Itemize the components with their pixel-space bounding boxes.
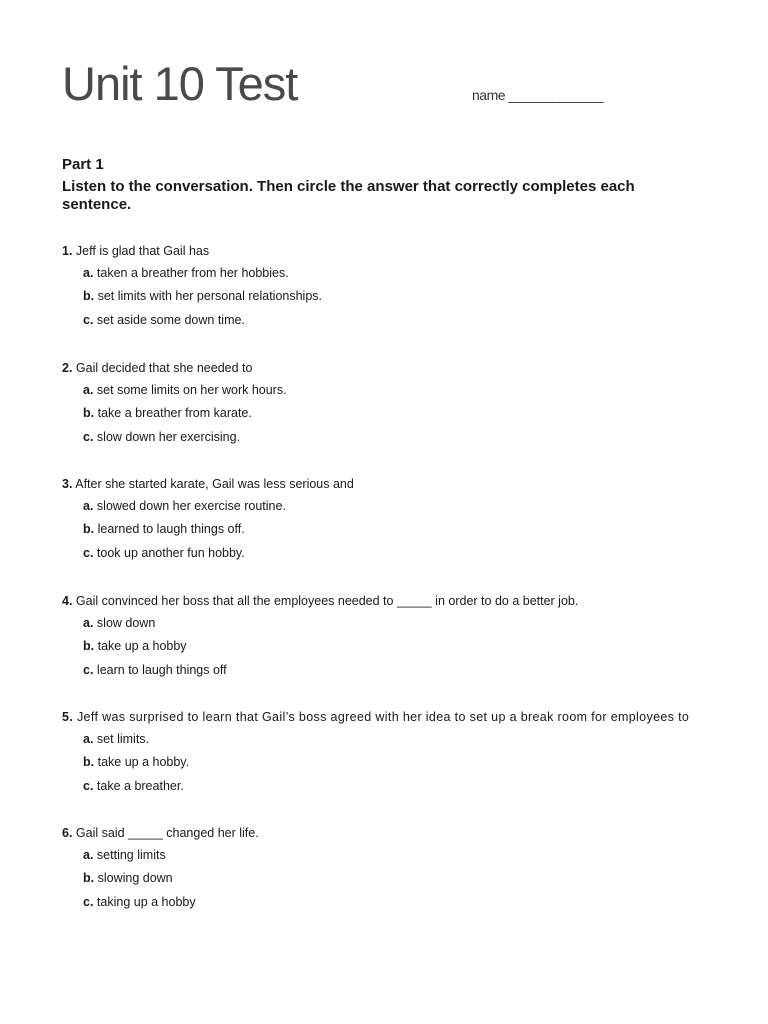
option-text: setting limits: [96, 848, 166, 862]
question-number: 3.: [62, 477, 73, 491]
question-text: Jeff is glad that Gail has: [75, 244, 210, 258]
option-letter: c.: [83, 662, 94, 677]
question-stem: [62, 242, 722, 260]
question-6: [62, 824, 722, 914]
option-letter: b.: [83, 522, 95, 537]
option-text: take up a hobby: [97, 639, 187, 654]
answer-options: [62, 495, 722, 565]
answer-options: [62, 844, 722, 914]
answer-option-b[interactable]: [83, 867, 722, 890]
question-2: [62, 359, 722, 449]
option-letter: c.: [83, 545, 94, 560]
question-text: After she started karate, Gail was less serious and: [75, 477, 354, 491]
question-1: [62, 242, 722, 332]
option-letter: b.: [83, 289, 95, 304]
answer-option-c[interactable]: [83, 309, 722, 332]
answer-option-a[interactable]: [83, 262, 722, 285]
option-text: slow down her exercising.: [96, 429, 241, 444]
name-field: name _____________: [472, 87, 604, 103]
answer-option-b[interactable]: [83, 285, 722, 308]
question-5: [62, 708, 722, 798]
answer-option-c[interactable]: [83, 891, 722, 914]
option-text: taken a breather from her hobbies.: [96, 266, 289, 280]
option-text: took up another fun hobby.: [96, 545, 245, 560]
question-number: 2.: [62, 361, 73, 375]
option-text: taking up a hobby: [96, 894, 196, 909]
question-text: Gail decided that she needed to: [75, 361, 253, 375]
instructions: Listen to the conversation. Then circle the answer that correctly completes each sentence.: [62, 178, 635, 213]
option-text: set aside some down time.: [96, 312, 245, 327]
option-letter: a.: [83, 266, 94, 280]
question-text: Gail said _____ changed her life.: [75, 826, 259, 840]
answer-option-a[interactable]: [83, 728, 722, 751]
answer-options: [62, 379, 722, 449]
option-letter: b.: [83, 639, 95, 654]
question-number: 5.: [62, 710, 74, 724]
answer-option-b[interactable]: [83, 751, 722, 774]
answer-option-a[interactable]: [83, 612, 722, 635]
option-text: slowed down her exercise routine.: [96, 499, 286, 513]
option-letter: b.: [83, 406, 95, 421]
question-stem: [62, 592, 722, 610]
option-text: slow down: [96, 616, 156, 630]
question-text: Gail convinced her boss that all the employees needed to _____ in order to do a better job.: [75, 594, 579, 608]
answer-option-a[interactable]: [83, 495, 722, 518]
option-letter: b.: [83, 871, 95, 886]
option-letter: c.: [83, 778, 94, 793]
answer-options: [62, 612, 722, 682]
answer-option-b[interactable]: [83, 518, 722, 541]
question-number: 1.: [62, 244, 73, 258]
answer-option-c[interactable]: [83, 426, 722, 449]
answer-option-c[interactable]: [83, 542, 722, 565]
option-text: take a breather from karate.: [97, 406, 252, 421]
option-text: slowing down: [97, 871, 173, 886]
option-letter: a.: [83, 616, 94, 630]
question-4: [62, 592, 722, 682]
question-stem: [62, 475, 722, 493]
question-stem: [62, 824, 722, 842]
answer-option-b[interactable]: [83, 635, 722, 658]
option-letter: a.: [83, 499, 94, 513]
option-text: set limits.: [96, 732, 150, 746]
option-text: take up a hobby.: [97, 755, 190, 770]
option-letter: c.: [83, 894, 94, 909]
option-text: learned to laugh things off.: [97, 522, 245, 537]
option-text: set some limits on her work hours.: [96, 383, 287, 397]
question-3: [62, 475, 722, 565]
question-stem: [62, 708, 722, 726]
question-number: 4.: [62, 594, 73, 608]
option-letter: c.: [83, 312, 94, 327]
option-text: learn to laugh things off: [96, 662, 227, 677]
answer-option-a[interactable]: [83, 379, 722, 402]
answer-options: [62, 262, 722, 332]
answer-option-b[interactable]: [83, 402, 722, 425]
option-letter: b.: [83, 755, 95, 770]
question-number: 6.: [62, 826, 73, 840]
answer-options: [62, 728, 722, 798]
answer-option-c[interactable]: [83, 775, 722, 798]
option-text: set limits with her personal relationships.: [97, 289, 322, 304]
question-text: Jeff was surprised to learn that Gail’s boss agreed with her idea to set up a break room for employees to: [76, 710, 690, 724]
answer-option-a[interactable]: [83, 844, 722, 867]
option-letter: a.: [83, 732, 94, 746]
question-stem: [62, 359, 722, 377]
option-letter: a.: [83, 848, 94, 862]
option-letter: c.: [83, 429, 94, 444]
part-title: Part 1: [62, 156, 104, 173]
option-text: take a breather.: [96, 778, 184, 793]
answer-option-c[interactable]: [83, 659, 722, 682]
page-title: Unit 10 Test: [62, 57, 298, 110]
option-letter: a.: [83, 383, 94, 397]
